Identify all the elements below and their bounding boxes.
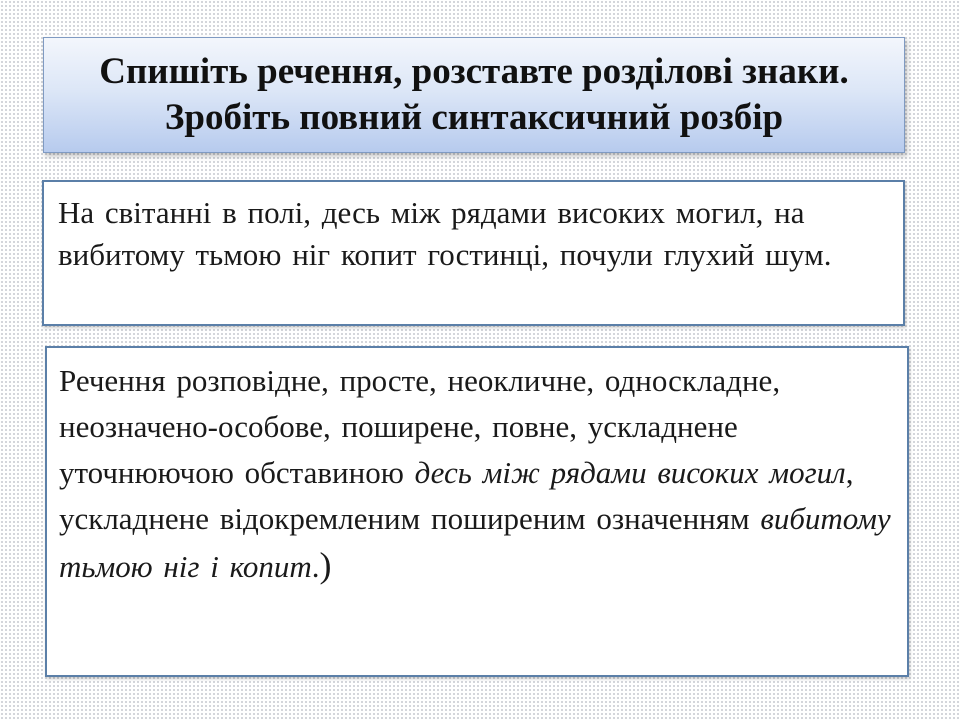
title-banner (43, 37, 905, 153)
sentence-box (42, 180, 905, 326)
analysis-part-2: , ускладнене відокремленим поширеним означенням (59, 455, 854, 536)
analysis-box (45, 346, 909, 677)
analysis-italic-2: вибитому тьмою ніг і копит (59, 501, 891, 584)
title-line-1: Спишіть речення, розставте розділові знаки. (99, 51, 849, 92)
slide-title (99, 49, 849, 141)
analysis-closing-paren: ) (319, 545, 332, 585)
sentence-text: На світанні в полі, десь між рядами високих могил, на вибитому тьмою ніг копит гостинці, почули глухий шум. (58, 195, 832, 272)
analysis-part-1: Речення розповідне, просте, неокличне, односкладне, неозначено-особове, поширене, повне, ускладнене уточнюючою обставиною (59, 363, 781, 490)
analysis-italic-1: десь між рядами високих могил (414, 455, 846, 490)
analysis-part-3: . (311, 549, 320, 584)
title-line-2: Зробіть повний синтаксичний розбір (164, 97, 784, 138)
analysis-text (59, 358, 895, 590)
